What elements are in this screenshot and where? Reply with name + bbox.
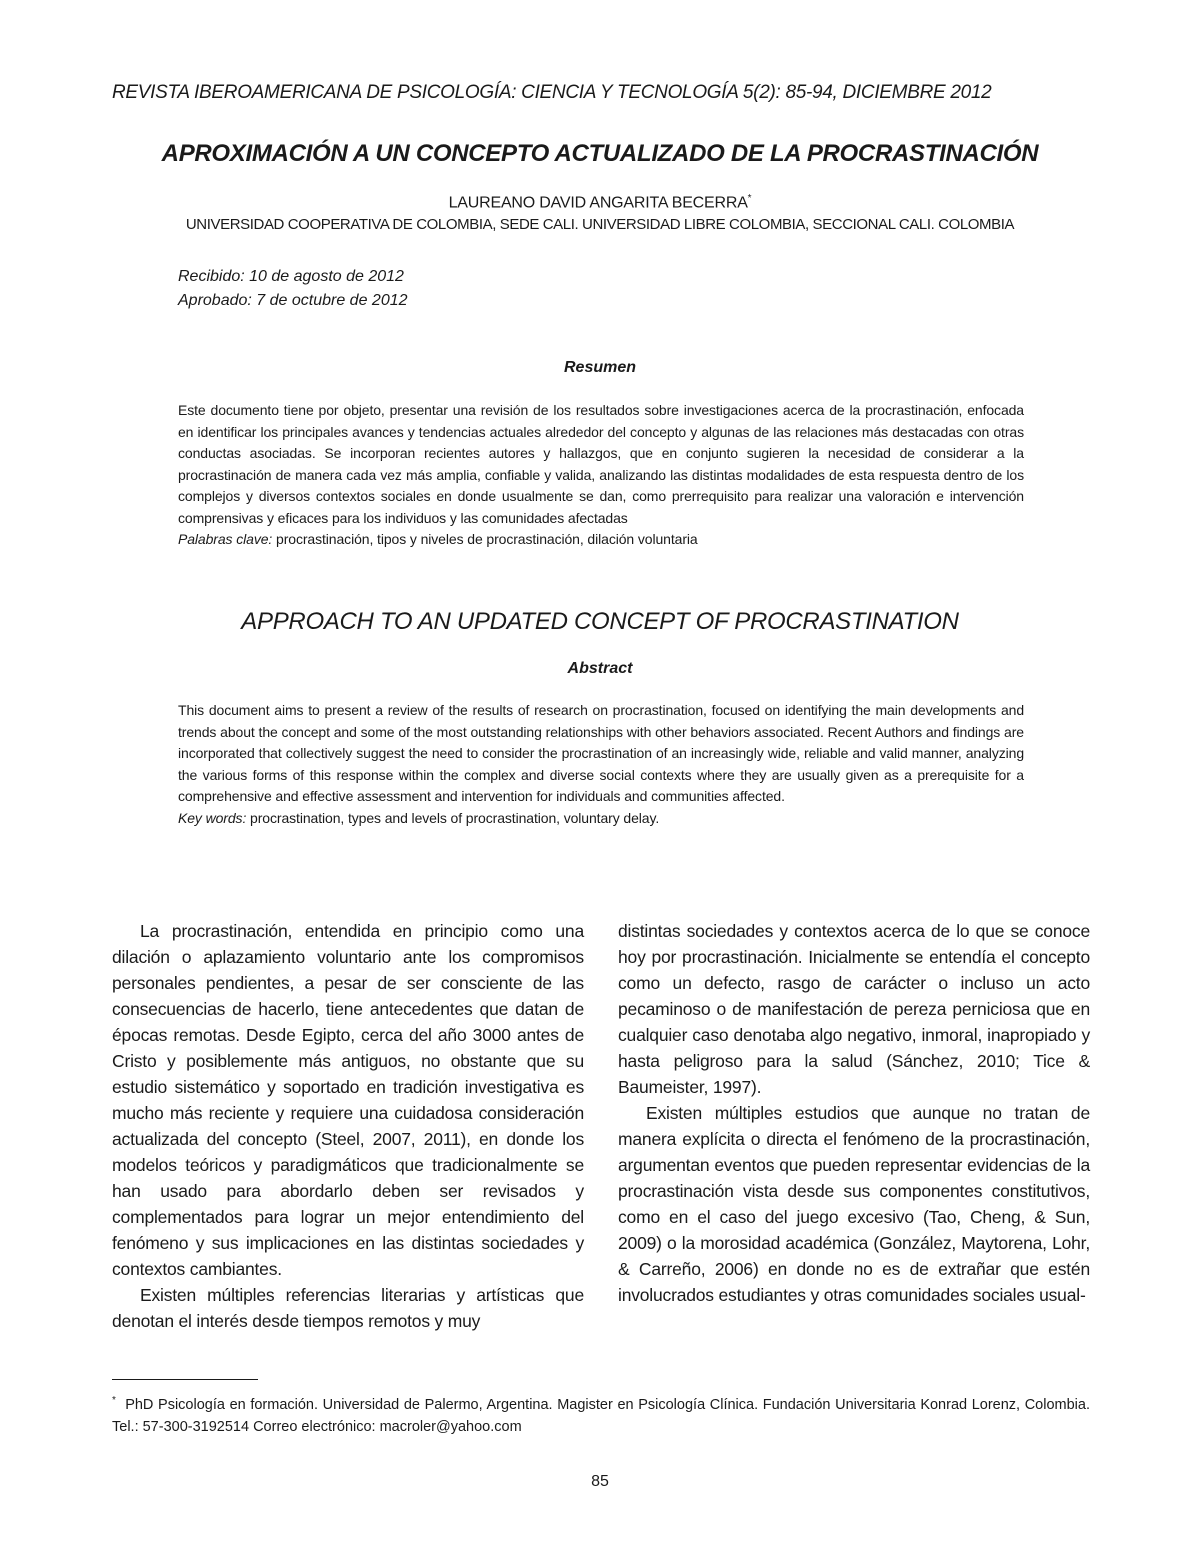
resumen-heading: Resumen xyxy=(563,359,637,376)
article-title-spanish: APROXIMACIÓN A UN CONCEPTO ACTUALIZADO DE LA PROCRASTINACIÓN xyxy=(161,140,1039,167)
abstract-keywords xyxy=(178,808,1024,830)
article-title-english: APPROACH TO AN UPDATED CONCEPT OF PROCRASTINATION xyxy=(241,608,959,635)
received-date: Recibido: 10 de agosto de 2012 xyxy=(178,268,404,285)
submission-dates xyxy=(178,265,408,313)
abstract-text: This document aims to present a review of the results of research on procrastination, focused on identifying the main developments and trends about the concept and some of the most outstanding relationships with other behaviors associated. Recent Authors and findings are incorporated that collectively suggest the need to consider the procrastination of an increasingly wide, reliable and valid manner, analyzing the various forms of this response within the complex and diverse social contexts where they are usually given as a prerequisite for a comprehensive and effective assessment and intervention for individuals and communities affected. xyxy=(178,702,1024,804)
resumen-block xyxy=(178,400,1024,551)
page-number: 85 xyxy=(591,1473,609,1490)
author-affiliation: UNIVERSIDAD COOPERATIVA DE COLOMBIA, SEDE CALI. UNIVERSIDAD LIBRE COLOMBIA, SECCIONAL CALI. COLOMBIA xyxy=(185,216,1015,233)
abstract-keywords-list: procrastination, types and levels of procrastination, voluntary delay. xyxy=(250,809,660,826)
resumen-keywords-label: Palabras clave: xyxy=(178,531,273,547)
author-name: LAUREANO DAVID ANGARITA BECERRA xyxy=(448,194,748,212)
resumen-keywords xyxy=(178,529,1024,551)
body-paragraph: La procrastinación, entendida en principio como una dilación o aplazamiento voluntario ante los compromisos personales pendientes, a pesar de ser consciente de las consecuencias de hacerlo, tiene antecedentes que datan de épocas remotas. Desde Egipto, cerca del año 3000 antes de Cristo y posiblemente más antiguos, no obstante que su estudio sistemático y soportado en tradición investigativa es mucho más reciente y requiere una cuidadosa consideración actualizada del concepto (Steel, 2007, 2011), en donde los modelos teóricos y paradigmáticos que tradicionalmente se han usado para abordarlo deben ser revisados y complementados para lograr un mejor entendimiento del fenómeno y sus implicaciones en las distintas sociedades y contextos cambiantes. xyxy=(112,921,584,1279)
resumen-keywords-list: procrastinación, tipos y niveles de procrastinación, dilación voluntaria xyxy=(276,531,698,547)
journal-header: REVISTA IBEROAMERICANA DE PSICOLOGÍA: CIENCIA Y TECNOLOGÍA 5(2): 85-94, DICIEMBRE 2012 xyxy=(112,82,992,103)
footnote-text: PhD Psicología en formación. Universidad de Palermo, Argentina. Magister en Psicología Clínica. Fundación Universitaria Konrad Lorenz, Colombia. Tel.: 57-300-3192514 Correo electrónico: macroler@yahoo.com xyxy=(112,1396,1090,1435)
body-paragraph: Existen múltiples referencias literarias y artísticas que denotan el interés desde tiempos remotos y muy xyxy=(112,1285,584,1331)
footnote xyxy=(112,1390,1090,1438)
body-paragraph: Existen múltiples estudios que aunque no tratan de manera explícita o directa el fenómeno de la procrastinación, argumentan eventos que pueden representar evidencias de la procrastinación vista desde sus componentes constitutivos, como en el caso del juego excesivo (Tao, Cheng, & Sun, 2009) o la morosidad académica (González, Maytorena, Lohr, & Carreño, 2006) en donde no es de extrañar que estén involucrados estudiantes y otras comunidades sociales usual- xyxy=(618,1103,1090,1305)
approved-date: Aprobado: 7 de octubre de 2012 xyxy=(178,292,408,309)
author-line xyxy=(0,193,1200,212)
body-column-right xyxy=(618,918,1090,1308)
abstract-heading: Abstract xyxy=(567,660,633,677)
body-paragraph: distintas sociedades y contextos acerca de lo que se conoce hoy por procrastinación. Inicialmente se entendía el concepto como un defecto, rasgo de carácter o incluso un acto pecaminoso o de manifestación de pereza perniciosa que en cualquier caso denotaba algo negativo, inmoral, inapropiado y hasta peligroso para la salud (Sánchez, 2010; Tice & Baumeister, 1997). xyxy=(618,921,1090,1097)
abstract-keywords-label: Key words: xyxy=(178,809,247,826)
footnote-mark: * xyxy=(112,1395,116,1406)
resumen-text: Este documento tiene por objeto, presentar una revisión de los resultados sobre investigaciones acerca de la procrastinación, enfocada en identificar los principales avances y tendencias actuales alrededor del concepto y algunas de las relaciones más destacadas con otras conductas asociadas. Se incorporan recientes autores y hallazgos, que en conjunto sugieren la necesidad de considerar a la procrastinación de manera cada vez más amplia, confiable y valida, analizando las distintas modalidades de esta respuesta dentro de los complejos y diversos contextos sociales en donde usualmente se dan, como prerrequisito para realizar una valoración e intervención comprensivas y eficaces para los individuos y las comunidades afectadas xyxy=(178,402,1024,526)
body-column-left xyxy=(112,918,584,1334)
author-footnote-mark: * xyxy=(747,193,752,204)
footnote-divider xyxy=(112,1379,258,1380)
abstract-block xyxy=(178,700,1024,829)
